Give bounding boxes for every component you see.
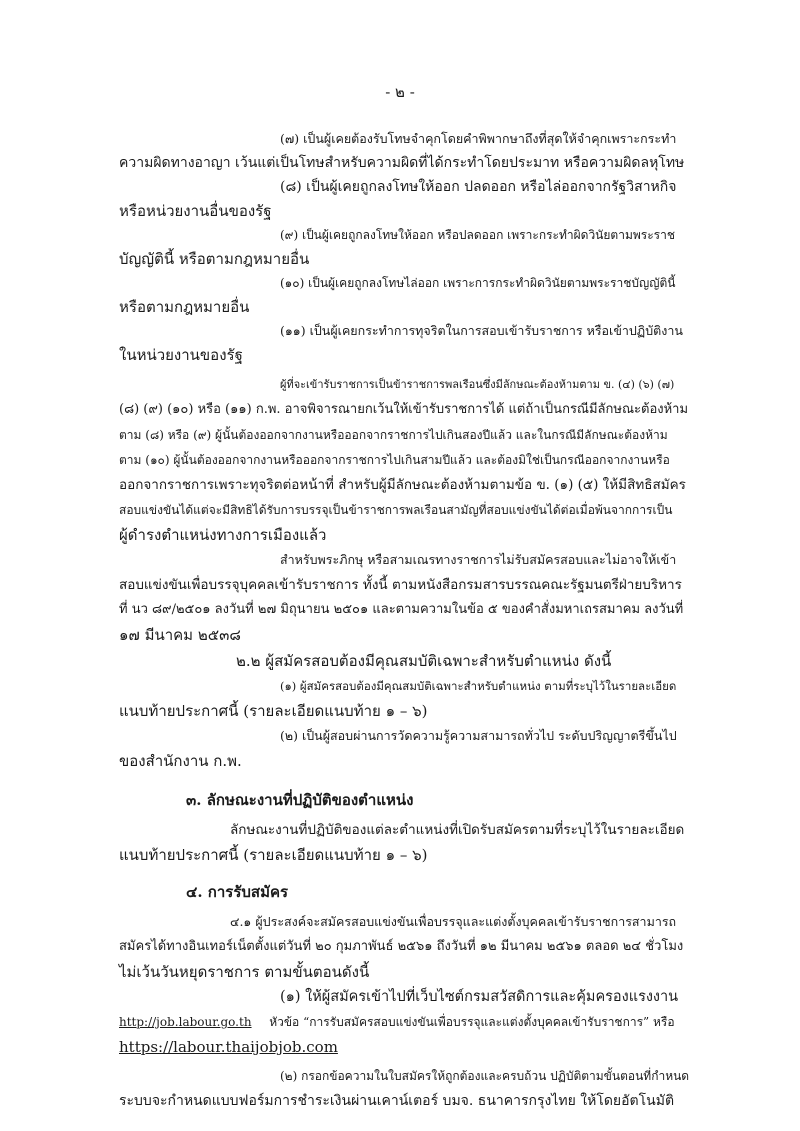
text-line: หรือหน่วยงานอื่นของรัฐ	[119, 202, 272, 220]
text-line: ที่ นว ๘๙/๒๕๐๑ ลงวันที่ ๒๗ มิถุนายน ๒๕๐๑ และตามความในข้อ ๕ ของคำสั่งมหาเถรสมาคม ลงวันที่	[119, 602, 684, 617]
thaijob-site-link[interactable]: https://labour.thaijobjob.com	[119, 1038, 338, 1056]
text-line: (๙) เป็นผู้เคยถูกลงโทษให้ออก หรือปลดออก เพราะกระทำผิดวินัยตามพระราช	[280, 228, 675, 242]
text-line: สมัครได้ทางอินเทอร์เน็ตตั้งแต่วันที่ ๒๐ กุมภาพันธ์ ๒๕๖๑ ถึงวันที่ ๑๒ มีนาคม ๒๕๖๑ ตลอด ๒๔ ชั่วโมง	[119, 939, 684, 954]
text-line: ในหน่วยงานของรัฐ	[119, 346, 243, 364]
text-line: สอบแข่งขันได้แต่จะมีสิทธิได้รับการบรรจุเป็นข้าราชการพลเรือนสามัญที่สอบแข่งขันได้ต่อเมื่อพ้นจากการเป็น	[119, 503, 673, 517]
text-line: ลักษณะงานที่ปฏิบัติของแต่ละตำแหน่งที่เปิดรับสมัครตามที่ระบุไว้ในรายละเอียด	[230, 822, 685, 838]
text-line: (๘) (๙) (๑๐) หรือ (๑๑) ก.พ. อาจพิจารณายกเว้นให้เข้ารับราชการได้ แต่ถ้าเป็นกรณีมีลักษณะต้องห้าม	[119, 402, 689, 417]
text-line: ไม่เว้นวันหยุดราชการ ตามขั้นตอนดังนี้	[119, 963, 370, 981]
text-line: สำหรับพระภิกษุ หรือสามเณรทางราชการไม่รับสมัครสอบและไม่อาจให้เข้า	[280, 552, 677, 567]
text-line: ระบบจะกำหนดแบบฟอร์มการชำระเงินผ่านเคาน์เตอร์ บมจ. ธนาคารกรุงไทย ให้โดยอัตโนมัติ	[119, 1093, 675, 1109]
section-heading: ๒.๒ ผู้สมัครสอบต้องมีคุณสมบัติเฉพาะสำหรับตำแหน่ง ดังนี้	[236, 652, 612, 670]
text-line: ออกจากราชการเพราะทุจริตต่อหน้าที่ สำหรับผู้มีลักษณะต้องห้ามตามข้อ ข. (๑) (๕) ให้มีสิทธิสมัคร	[119, 477, 686, 493]
job-site-link[interactable]: http://job.labour.go.th	[119, 1015, 252, 1029]
text-line: ของสำนักงาน ก.พ.	[119, 752, 242, 770]
text-line: แนบท้ายประกาศนี้ (รายละเอียดแนบท้าย ๑ – ๖)	[119, 846, 428, 864]
text-line: (๑๐) เป็นผู้เคยถูกลงโทษไล่ออก เพราะการกระทำผิดวินัยตามพระราชบัญญัตินี้	[280, 276, 676, 290]
text-line: สอบแข่งขันเพื่อบรรจุบุคคลเข้ารับราชการ ทั้งนี้ ตามหนังสือกรมสารบรรณคณะรัฐมนตรีฝ่ายบริหาร	[119, 577, 682, 593]
text-line	[119, 1012, 675, 1032]
text-line: ตาม (๘) หรือ (๙) ผู้นั้นต้องออกจากงานหรือออกจากราชการไปเกินสองปีแล้ว และในกรณีมีลักษณะต้องห้าม	[119, 428, 668, 442]
text-line: บัญญัตินี้ หรือตามกฎหมายอื่น	[119, 250, 310, 268]
text-line: (๑) ผู้สมัครสอบต้องมีคุณสมบัติเฉพาะสำหรับตำแหน่ง ตามที่ระบุไว้ในรายละเอียด	[280, 679, 677, 693]
text-line	[119, 1037, 338, 1057]
text-line: (๒) เป็นผู้สอบผ่านการวัดความรู้ความสามารถทั่วไป ระดับปริญญาตรีขึ้นไป	[280, 728, 677, 743]
text-fragment: หัวข้อ “การรับสมัครสอบแข่งขันเพื่อบรรจุและแต่งตั้งบุคคลเข้ารับราชการ” หรือ	[269, 1015, 675, 1029]
page-number: - ๒ -	[385, 83, 415, 101]
text-line: ๔.๑ ผู้ประสงค์จะสมัครสอบแข่งขันเพื่อบรรจุและแต่งตั้งบุคคลเข้ารับราชการสามารถ	[230, 914, 677, 929]
text-line: (๗) เป็นผู้เคยต้องรับโทษจำคุกโดยคำพิพากษาถึงที่สุดให้จำคุกเพราะกระทำ	[280, 131, 677, 146]
section-heading: ๓. ลักษณะงานที่ปฏิบัติของตำแหน่ง	[186, 791, 414, 809]
text-line: ความผิดทางอาญา เว้นแต่เป็นโทษสำหรับความผิดที่ได้กระทำโดยประมาท หรือความผิดลหุโทษ	[119, 155, 685, 171]
section-heading: ๔. การรับสมัคร	[186, 883, 289, 901]
text-line: ๑๗ มีนาคม ๒๕๓๘	[119, 626, 241, 644]
text-line: แนบท้ายประกาศนี้ (รายละเอียดแนบท้าย ๑ – ๖)	[119, 702, 428, 720]
text-line: (๑๑) เป็นผู้เคยกระทำการทุจริตในการสอบเข้ารับราชการ หรือเข้าปฏิบัติงาน	[280, 323, 683, 338]
text-line: ผู้ดำรงตำแหน่งทางการเมืองแล้ว	[119, 526, 327, 544]
text-line: ผู้ที่จะเข้ารับราชการเป็นข้าราชการพลเรือนซึ่งมีลักษณะต้องห้ามตาม ข. (๔) (๖) (๗)	[280, 378, 675, 391]
text-line: (๘) เป็นผู้เคยถูกลงโทษให้ออก ปลดออก หรือไล่ออกจากรัฐวิสาหกิจ	[280, 179, 677, 195]
text-line: ตาม (๑๐) ผู้นั้นต้องออกจากงานหรือออกจากราชการไปเกินสามปีแล้ว และต้องมิใช่เป็นกรณีออกจากงานหรือ	[119, 453, 670, 467]
text-line: หรือตามกฎหมายอื่น	[119, 298, 250, 316]
text-line: (๒) กรอกข้อความในใบสมัครให้ถูกต้องและครบถ้วน ปฏิบัติตามขั้นตอนที่กำหนด	[280, 1069, 690, 1083]
text-line: (๑) ให้ผู้สมัครเข้าไปที่เว็บไซต์กรมสวัสดิการและคุ้มครองแรงงาน	[280, 989, 679, 1005]
